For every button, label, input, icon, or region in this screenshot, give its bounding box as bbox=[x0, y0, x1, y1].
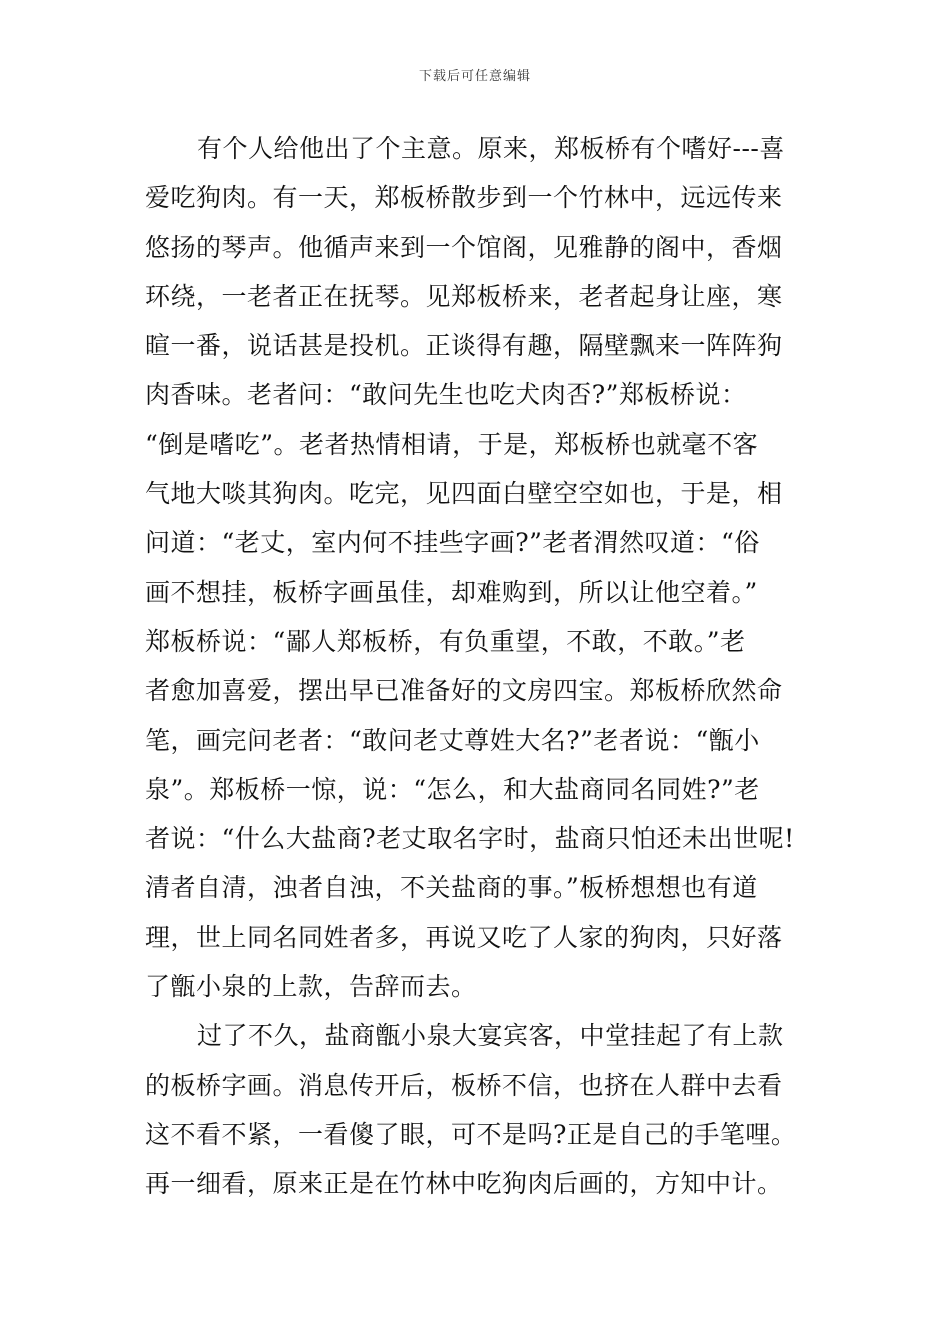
text-line: 清者自清，浊者自浊，不关盐商的事。”板桥想想也有道 bbox=[145, 873, 758, 903]
text-line: 再一细看，原来正是在竹林中吃狗肉后画的，方知中计。 bbox=[145, 1169, 783, 1199]
text-line: 暄一番，说话甚是投机。正谈得有趣，隔壁飘来一阵阵狗 bbox=[145, 331, 783, 361]
text-line: 悠扬的琴声。他循声来到一个馆阁，见雅静的阁中，香烟 bbox=[145, 232, 783, 262]
text-line: 这不看不紧，一看傻了眼，可不是吗?正是自己的手笔哩。 bbox=[145, 1119, 797, 1149]
text-line: 肉香味。老者问：“敢问先生也吃犬肉否?”郑板桥说： bbox=[145, 380, 747, 410]
text-line: 郑板桥说：“鄙人郑板桥，有负重望，不敢，不敢。”老 bbox=[145, 626, 746, 656]
text-line: 者愈加喜爱，摆出早已准备好的文房四宝。郑板桥欣然命 bbox=[145, 676, 783, 706]
text-line: 泉”。郑板桥一惊，说：“怎么，和大盐商同名同姓?”老 bbox=[145, 774, 760, 804]
text-line: “倒是嗜吃”。老者热情相请，于是，郑板桥也就毫不客 bbox=[145, 429, 759, 459]
text-line: 问道：“老丈，室内何不挂些字画?”老者渭然叹道：“俗 bbox=[145, 528, 760, 558]
text-line: 过了不久，盐商甑小泉大宴宾客，中堂挂起了有上款 bbox=[197, 1021, 784, 1051]
text-line: 画不想挂，板桥字画虽佳，却难购到，所以让他空着。” bbox=[145, 577, 758, 607]
text-line: 气地大啖其狗肉。吃完，见四面白壁空空如也，于是，相 bbox=[145, 479, 783, 509]
text-line: 笔，画完问老者：“敢问老丈尊姓大名?”老者说：“甑小 bbox=[145, 725, 760, 755]
document-body bbox=[145, 124, 815, 1209]
text-line: 有个人给他出了个主意。原来，郑板桥有个嗜好---喜 bbox=[197, 134, 785, 163]
text-line: 环绕，一老者正在抚琴。见郑板桥来，老者起身让座，寒 bbox=[145, 281, 783, 311]
text-line: 理，世上同名同姓者多，再说又吃了人家的狗肉，只好落 bbox=[145, 922, 783, 952]
text-line: 了甑小泉的上款，告辞而去。 bbox=[145, 972, 477, 1002]
text-line: 者说：“什么大盐商?老丈取名字时，盐商只怕还未出世呢! bbox=[145, 824, 795, 854]
text-line: 的板桥字画。消息传开后，板桥不信，也挤在人群中去看 bbox=[145, 1070, 783, 1100]
page-header: 下载后可任意编辑 bbox=[418, 69, 531, 84]
text-line: 爱吃狗肉。有一天，郑板桥散步到一个竹林中，远远传来 bbox=[145, 183, 783, 213]
